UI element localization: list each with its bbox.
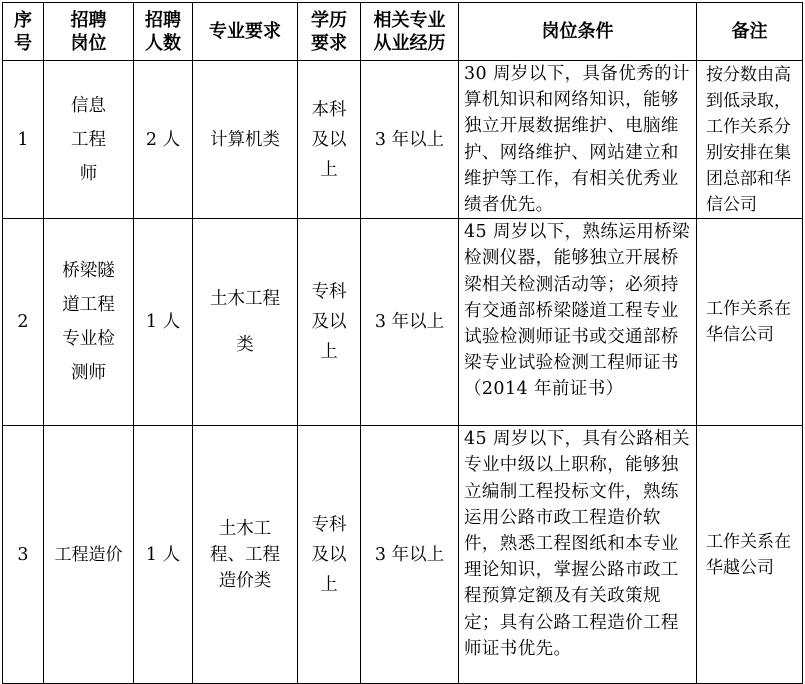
cell-conditions: 30 周岁以下，具备优秀的计算机知识和网络知识，能够独立开展数据维护、电脑维护、网络维护、网站建立和维护等工作，有相关优秀业绩者优先。: [459, 61, 697, 219]
recruitment-table: [2, 2, 803, 684]
cell-major: 土木工程、工程造价类: [193, 426, 298, 684]
cell-index: 1: [3, 61, 44, 219]
header-conditions: 岗位条件: [459, 3, 697, 61]
header-major: 专业要求: [193, 3, 298, 61]
cell-count: 1 人: [134, 219, 193, 426]
cell-education: 本科及以上: [298, 61, 361, 219]
cell-index: 2: [3, 219, 44, 426]
header-notes: 备注: [697, 3, 803, 61]
cell-count: 1 人: [134, 426, 193, 684]
cell-conditions: 45 周岁以下，具有公路相关专业中级以上职称，能够独立编制工程投标文件，熟练运用公路市政工程造价软件，熟悉工程图纸和本专业理论知识，掌握公路市政工程预算定额及有关政策规定；具有公路工程造价工程师证书优先。: [459, 426, 697, 684]
cell-count: 2 人: [134, 61, 193, 219]
table-row: [3, 426, 803, 684]
cell-conditions: 45 周岁以下，熟练运用桥梁检测仪器，能够独立开展桥梁相关检测活动等；必须持有交通部桥梁隧道工程专业试验检测师证书或交通部桥梁专业试验检测工程师证书（2014 年前证书）: [459, 219, 697, 426]
cell-major: 土木工程类: [193, 219, 298, 426]
cell-experience: 3 年以上: [361, 61, 459, 219]
cell-position: 工程造价: [44, 426, 134, 684]
table-row: [3, 219, 803, 426]
cell-education: 专科及以上: [298, 219, 361, 426]
cell-experience: 3 年以上: [361, 219, 459, 426]
cell-notes: 工作关系在华信公司: [697, 219, 803, 426]
cell-education: 专科及以上: [298, 426, 361, 684]
cell-experience: 3 年以上: [361, 426, 459, 684]
cell-position: 信息工程师: [44, 61, 134, 219]
cell-index: 3: [3, 426, 44, 684]
cell-notes: 工作关系在华越公司: [697, 426, 803, 684]
table-row: [3, 61, 803, 219]
cell-major: 计算机类: [193, 61, 298, 219]
cell-position: 桥梁隧道工程专业检测师: [44, 219, 134, 426]
cell-notes: 按分数由高到低录取，工作关系分别安排在集团总部和华信公司: [697, 61, 803, 219]
header-index: 序号: [3, 3, 44, 61]
header-count: 招聘人数: [134, 3, 193, 61]
header-education: 学历要求: [298, 3, 361, 61]
header-row: [3, 3, 803, 61]
header-experience: 相关专业从业经历: [361, 3, 459, 61]
header-position: 招聘岗位: [44, 3, 134, 61]
